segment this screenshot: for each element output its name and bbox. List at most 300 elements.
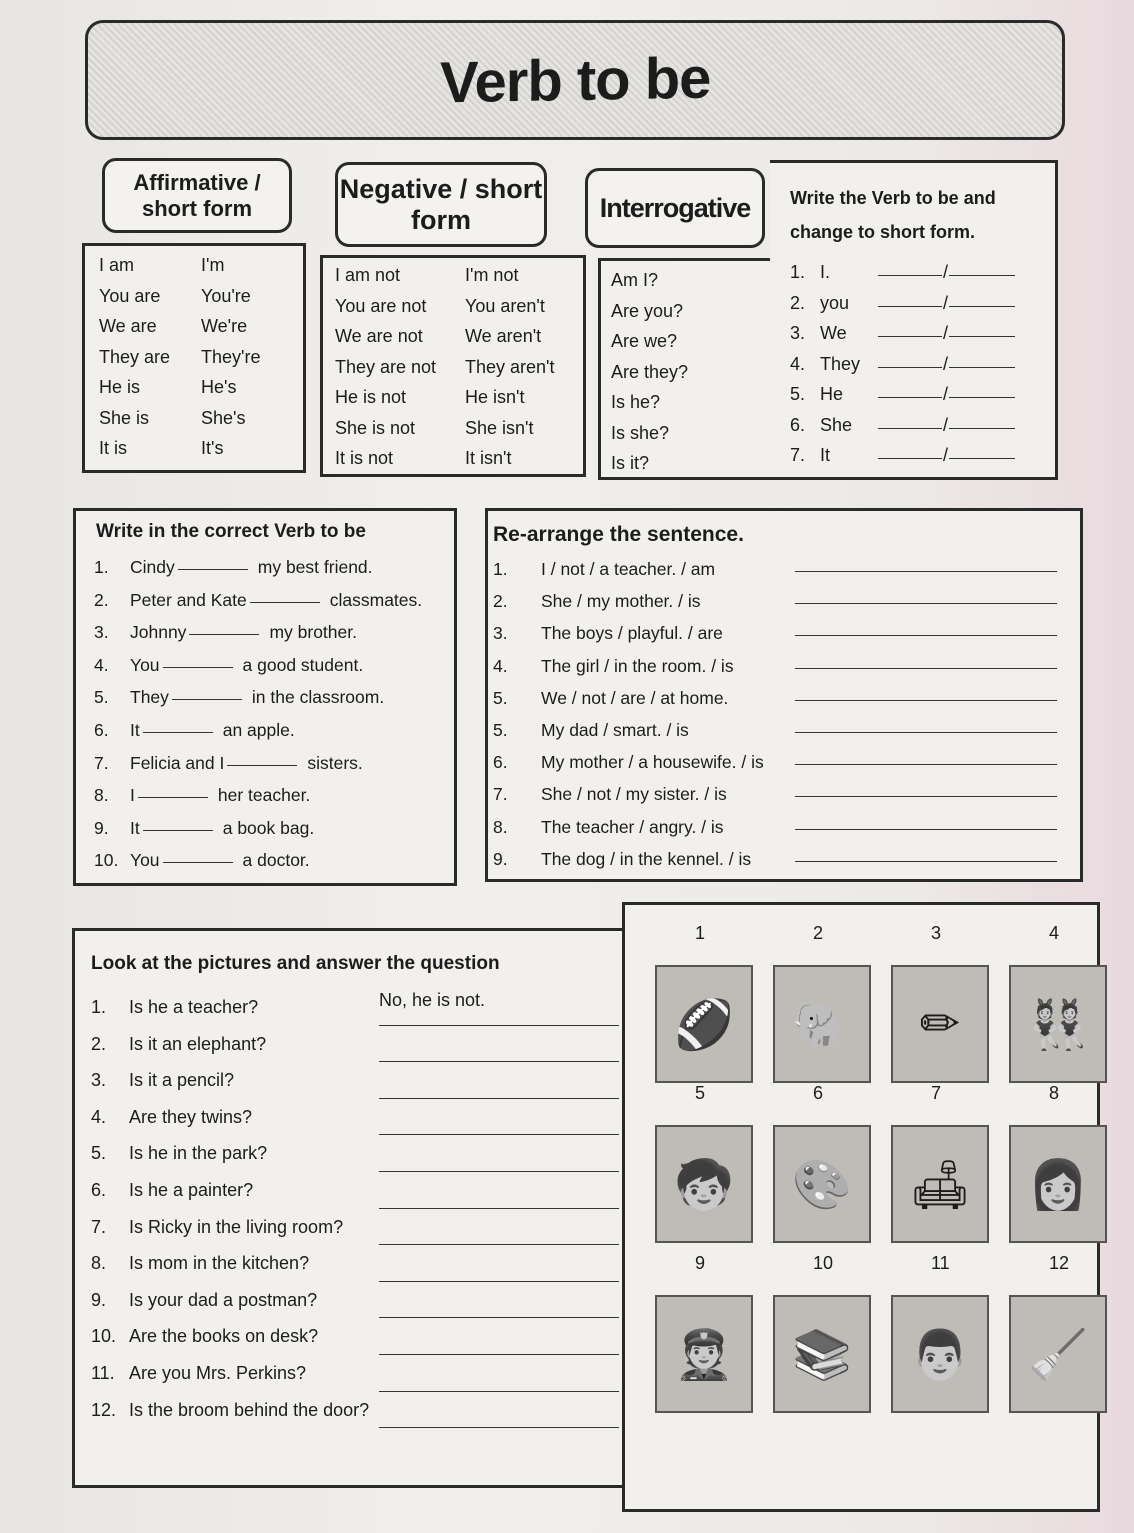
picture-number: 9 xyxy=(695,1253,706,1273)
affirmative-row xyxy=(99,311,260,342)
affirmative-row xyxy=(99,281,260,312)
answer-blank[interactable]: No, he is not. xyxy=(379,989,619,1026)
answer-blank[interactable] xyxy=(795,811,1057,830)
long-form: It is xyxy=(99,438,128,458)
question: Is mom in the kitchen? xyxy=(129,1253,310,1274)
picture-number: 10 xyxy=(813,1253,834,1273)
picture-number: 2 xyxy=(813,923,824,943)
answer-blank[interactable] xyxy=(379,1355,619,1392)
correct-verb-title: Write in the correct Verb to be xyxy=(96,521,366,542)
answer-blank-short[interactable] xyxy=(949,440,1015,459)
answer-blank[interactable] xyxy=(143,714,213,733)
answer-blank[interactable] xyxy=(379,1209,619,1246)
answer-blank[interactable] xyxy=(227,747,297,766)
long-form: She is xyxy=(99,407,150,428)
predicate: in the classroom. xyxy=(251,687,385,708)
short-form: She isn't xyxy=(465,417,534,438)
exercise-item xyxy=(94,779,422,812)
short-form-row xyxy=(790,379,1015,410)
negative-row xyxy=(335,260,554,291)
item-number: 10. xyxy=(91,1326,117,1347)
interrogative-row xyxy=(611,387,688,418)
answer-blank-short[interactable] xyxy=(949,318,1015,337)
item-number: 8. xyxy=(94,785,109,806)
woman-icon: 👩 xyxy=(1028,1156,1088,1213)
twins-icon: 👯 xyxy=(1028,996,1088,1053)
question: Is the broom behind the door? xyxy=(129,1399,370,1420)
answer-blank[interactable] xyxy=(795,746,1057,765)
answer-blank[interactable] xyxy=(795,778,1057,797)
predicate: an apple. xyxy=(222,719,295,740)
item-number: 10. xyxy=(94,850,119,871)
answer-blank-long[interactable] xyxy=(878,440,942,459)
exercise-item xyxy=(493,617,1057,649)
negative-table xyxy=(320,255,586,477)
short-form: We aren't xyxy=(465,326,542,346)
answer-blank[interactable] xyxy=(795,585,1057,604)
short-form: They aren't xyxy=(465,356,555,377)
question: Is it an elephant? xyxy=(129,1033,267,1054)
long-form: We are not xyxy=(335,326,423,346)
question: Is your dad a postman? xyxy=(129,1289,318,1310)
pencil-icon: ✏ xyxy=(919,996,961,1052)
picture-2 xyxy=(773,965,871,1083)
exercise-item xyxy=(94,844,422,877)
short-form-row xyxy=(790,318,1015,349)
exercise-item xyxy=(94,616,422,649)
item-number: 9. xyxy=(94,817,109,838)
item-number: 6. xyxy=(790,414,806,435)
item-number: 5. xyxy=(493,687,508,708)
slash: / xyxy=(943,414,949,435)
exercise-item xyxy=(91,989,619,1026)
exercise-item xyxy=(94,812,422,845)
broom-bucket-icon: 🧹 xyxy=(1028,1326,1088,1383)
picture-5 xyxy=(655,1125,753,1243)
predicate: sisters. xyxy=(307,752,363,773)
picture-6 xyxy=(773,1125,871,1243)
item-number: 5. xyxy=(790,384,806,404)
short-form: They're xyxy=(201,346,261,367)
long-form: They are xyxy=(99,346,171,367)
item-number: 5. xyxy=(493,720,508,741)
answer-blank-long[interactable] xyxy=(878,257,942,276)
item-number: 4. xyxy=(493,655,508,676)
page-title: Verb to be xyxy=(439,45,711,115)
answer-blank[interactable] xyxy=(189,616,259,635)
exercise-item xyxy=(91,1062,619,1099)
answer-blank[interactable] xyxy=(250,584,320,603)
exercise-item xyxy=(91,1282,619,1319)
exercise-item xyxy=(493,682,1057,714)
picture-1 xyxy=(655,965,753,1083)
short-form-row xyxy=(790,440,1015,471)
answer-blank[interactable] xyxy=(379,1245,619,1282)
item-number: 4. xyxy=(790,353,806,374)
short-form-row xyxy=(790,257,1015,288)
subject: Peter and Kate xyxy=(130,589,247,610)
answer-blank-short[interactable] xyxy=(949,379,1015,398)
answer-blank[interactable] xyxy=(795,682,1057,701)
exercise-item xyxy=(91,1172,619,1209)
scrambled-sentence: She / not / my sister. / is xyxy=(541,784,727,805)
exercise-item xyxy=(493,811,1057,843)
long-form: It is not xyxy=(335,448,394,468)
question: Is he a teacher? xyxy=(129,997,259,1017)
short-form: It's xyxy=(201,438,224,458)
subject: It xyxy=(130,817,140,838)
subject: you xyxy=(820,292,850,313)
item-number: 7. xyxy=(94,752,109,773)
subject: It xyxy=(130,719,140,740)
answer-blank-long[interactable] xyxy=(878,318,942,337)
subject: You xyxy=(130,654,160,675)
elephant-icon: 🐘 xyxy=(792,996,852,1053)
picture-number: 4 xyxy=(1049,923,1060,943)
picture-questions-title: Look at the pictures and answer the question xyxy=(91,953,500,974)
answer-blank-short[interactable] xyxy=(949,410,1015,429)
short-form: You're xyxy=(201,285,251,306)
answer-blank[interactable] xyxy=(379,1282,619,1319)
answer-blank[interactable] xyxy=(379,1392,619,1429)
short-form: I'm not xyxy=(465,265,519,285)
exercise-item xyxy=(493,553,1057,585)
subject: I. xyxy=(820,262,831,282)
short-form-row xyxy=(790,288,1015,319)
man-portrait-icon: 👨 xyxy=(910,1326,970,1383)
picture-number: 7 xyxy=(931,1083,942,1103)
item-number: 6. xyxy=(493,752,508,773)
item-number: 8. xyxy=(493,816,508,837)
short-form-row xyxy=(790,410,1015,441)
predicate: classmates. xyxy=(329,589,423,610)
subject: They xyxy=(820,353,861,374)
answer-blank[interactable] xyxy=(379,1172,619,1209)
scrambled-sentence: She / my mother. / is xyxy=(541,591,701,612)
affirmative-row xyxy=(99,250,260,281)
correct-verb-list xyxy=(94,551,422,877)
short-form: He isn't xyxy=(465,387,525,407)
football-player-icon: 🏈 xyxy=(674,996,734,1053)
interrogative-row xyxy=(611,326,688,357)
exercise-item xyxy=(94,551,422,584)
answer-blank-long[interactable] xyxy=(878,410,942,429)
interrogative-row xyxy=(611,448,688,479)
slash: / xyxy=(943,292,949,313)
item-number: 1. xyxy=(94,557,109,577)
item-number: 9. xyxy=(493,848,508,869)
interrogative-row xyxy=(611,296,688,327)
item-number: 5. xyxy=(91,1143,107,1164)
exercise-item xyxy=(493,585,1057,617)
picture-9 xyxy=(655,1295,753,1413)
short-form-instructions: Write the Verb to be and change to short form. xyxy=(790,188,996,242)
predicate: a doctor. xyxy=(242,850,310,871)
item-number: 2. xyxy=(493,591,508,612)
pictures-grid xyxy=(625,905,1099,1511)
question: Is it a pencil? xyxy=(129,1070,235,1091)
negative-row xyxy=(335,413,554,444)
subject: Johnny xyxy=(130,622,187,643)
item-number: 1. xyxy=(91,997,107,1017)
item-number: 12. xyxy=(91,1399,117,1420)
answer-blank-long[interactable] xyxy=(878,379,942,398)
scrambled-sentence: The boys / playful. / are xyxy=(541,623,723,644)
item-number: 3. xyxy=(91,1070,107,1091)
short-form-list xyxy=(790,257,1015,471)
picture-10 xyxy=(773,1295,871,1413)
long-form: We are xyxy=(99,316,157,336)
title-banner xyxy=(85,20,1065,140)
picture-number: 8 xyxy=(1049,1083,1060,1103)
short-form: He's xyxy=(201,377,237,397)
item-number: 7. xyxy=(790,445,806,465)
picture-12 xyxy=(1009,1295,1107,1413)
long-form: She is not xyxy=(335,417,416,438)
answer-blank-short[interactable] xyxy=(949,349,1015,368)
item-number: 9. xyxy=(91,1289,107,1310)
answer-blank[interactable] xyxy=(795,843,1057,862)
short-form-row xyxy=(790,349,1015,380)
affirmative-header-label: Affirmative / short form xyxy=(133,169,261,221)
exercise-item xyxy=(94,681,422,714)
exercise-item xyxy=(91,1392,619,1429)
books-icon: 📚 xyxy=(792,1326,852,1383)
negative-row xyxy=(335,321,554,352)
interrogative-header-label: Interrogative xyxy=(599,192,751,223)
affirmative-row xyxy=(99,403,260,434)
short-form: We're xyxy=(201,316,248,336)
item-number: 3. xyxy=(790,323,806,343)
predicate: her teacher. xyxy=(217,785,311,806)
slash: / xyxy=(943,445,949,465)
exercise-item xyxy=(493,843,1057,875)
affirmative-row xyxy=(99,433,260,464)
answer-blank[interactable] xyxy=(163,649,233,668)
question-form: Is he? xyxy=(611,392,661,412)
correct-verb-exercise xyxy=(73,508,457,886)
answer-blank[interactable] xyxy=(379,1026,619,1063)
affirmative-row xyxy=(99,372,260,403)
item-number: 2. xyxy=(91,1033,107,1054)
item-number: 5. xyxy=(94,687,109,708)
rearrange-list xyxy=(493,553,1057,875)
negative-header xyxy=(335,162,547,247)
subject: Cindy xyxy=(130,557,175,577)
answer-blank[interactable] xyxy=(379,1099,619,1136)
long-form: He is xyxy=(99,377,141,397)
painter-icon: 🎨 xyxy=(792,1156,852,1213)
long-form: He is not xyxy=(335,387,407,407)
predicate: my best friend. xyxy=(257,557,373,577)
interrogative-header xyxy=(585,168,765,248)
negative-list xyxy=(335,260,554,474)
question-form: Are we? xyxy=(611,331,678,351)
scrambled-sentence: The dog / in the kennel. / is xyxy=(541,848,752,869)
predicate: my brother. xyxy=(269,622,357,643)
negative-header-label: Negative / short form xyxy=(339,173,543,235)
slash: / xyxy=(943,353,949,374)
exercise-item xyxy=(91,1318,619,1355)
slash: / xyxy=(943,323,949,343)
question: Is he in the park? xyxy=(129,1143,268,1164)
picture-number: 3 xyxy=(931,923,942,943)
answer-blank[interactable] xyxy=(379,1135,619,1172)
long-form: You are not xyxy=(335,295,427,316)
exercise-item xyxy=(493,746,1057,778)
picture-number: 6 xyxy=(813,1083,824,1103)
long-form: You are xyxy=(99,285,161,306)
negative-row xyxy=(335,443,554,474)
long-form: I am xyxy=(99,255,135,275)
picture-11 xyxy=(891,1295,989,1413)
answer-blank-long[interactable] xyxy=(878,349,942,368)
negative-row xyxy=(335,382,554,413)
exercise-item xyxy=(94,649,422,682)
answer-blank[interactable] xyxy=(379,1062,619,1099)
subject: It xyxy=(820,445,831,465)
question: Are the books on desk? xyxy=(129,1326,319,1347)
exercise-item xyxy=(493,778,1057,810)
living-room-icon: 🛋 xyxy=(909,1156,971,1213)
item-number: 6. xyxy=(91,1179,107,1200)
question: Are they twins? xyxy=(129,1106,253,1127)
answer-blank-short[interactable] xyxy=(949,257,1015,276)
scrambled-sentence: The teacher / angry. / is xyxy=(541,816,724,837)
interrogative-list xyxy=(611,265,688,479)
exercise-item xyxy=(94,714,422,747)
answer-blank[interactable] xyxy=(178,551,248,570)
interrogative-row xyxy=(611,357,688,388)
question-form: Am I? xyxy=(611,270,659,290)
item-number: 2. xyxy=(94,589,109,610)
picture-number: 11 xyxy=(931,1253,950,1273)
subject: They xyxy=(130,687,169,708)
long-form: They are not xyxy=(335,356,437,377)
exercise-item xyxy=(493,714,1057,746)
scrambled-sentence: I / not / a teacher. / am xyxy=(541,559,716,579)
exercise-item xyxy=(493,650,1057,682)
slash: / xyxy=(943,384,949,404)
scrambled-sentence: We / not / are / at home. xyxy=(541,687,729,708)
answer-blank[interactable] xyxy=(138,779,208,798)
exercise-item xyxy=(91,1209,619,1246)
answer-blank-long[interactable] xyxy=(878,288,942,307)
item-number: 7. xyxy=(493,784,508,805)
answer-blank-short[interactable] xyxy=(949,288,1015,307)
affirmative-header xyxy=(102,158,292,233)
item-number: 1. xyxy=(493,559,508,579)
item-number: 3. xyxy=(94,622,109,643)
scrambled-sentence: My mother / a housewife. / is xyxy=(541,752,764,773)
subject: He xyxy=(820,384,844,404)
pictures-panel xyxy=(622,902,1100,1512)
picture-number: 5 xyxy=(695,1083,706,1103)
exercise-item xyxy=(91,1355,619,1392)
item-number: 3. xyxy=(493,623,508,644)
rearrange-exercise xyxy=(485,508,1083,882)
affirmative-table xyxy=(82,243,306,473)
answer-blank[interactable] xyxy=(379,1318,619,1355)
interrogative-table xyxy=(598,258,778,480)
answer-blank[interactable] xyxy=(172,681,242,700)
picture-questions-exercise xyxy=(72,928,640,1488)
subject: I xyxy=(130,785,135,806)
item-number: 11. xyxy=(91,1362,115,1383)
subject: We xyxy=(820,323,847,343)
predicate: a good student. xyxy=(242,654,364,675)
item-number: 4. xyxy=(94,654,109,675)
picture-4 xyxy=(1009,965,1107,1083)
item-number: 8. xyxy=(91,1253,107,1274)
scrambled-sentence: The girl / in the room. / is xyxy=(541,655,734,676)
affirmative-row xyxy=(99,342,260,373)
classroom-boy-icon: 🧒 xyxy=(674,1156,734,1213)
picture-7 xyxy=(891,1125,989,1243)
rearrange-title: Re-arrange the sentence. xyxy=(493,523,744,546)
interrogative-row xyxy=(611,418,688,449)
item-number: 2. xyxy=(790,292,806,313)
long-form: I am not xyxy=(335,265,401,285)
exercise-item xyxy=(94,584,422,617)
answer-blank[interactable] xyxy=(795,617,1057,636)
exercise-item xyxy=(91,1245,619,1282)
subject: Felicia and I xyxy=(130,752,225,773)
answer-blank[interactable] xyxy=(795,553,1057,572)
exercise-item xyxy=(91,1099,619,1136)
question: Is Ricky in the living room? xyxy=(129,1216,344,1237)
question: Is he a painter? xyxy=(129,1179,254,1200)
affirmative-list xyxy=(99,250,260,464)
picture-number: 1 xyxy=(695,923,706,943)
interrogative-row xyxy=(611,265,688,296)
negative-row xyxy=(335,352,554,383)
item-number: 1. xyxy=(790,262,806,282)
predicate: a book bag. xyxy=(222,817,315,838)
slash: / xyxy=(943,262,949,282)
picture-3 xyxy=(891,965,989,1083)
answer-blank[interactable] xyxy=(795,650,1057,669)
answer-blank[interactable] xyxy=(163,844,233,863)
item-number: 6. xyxy=(94,719,109,740)
picture-8 xyxy=(1009,1125,1107,1243)
question: Are you Mrs. Perkins? xyxy=(129,1362,307,1383)
exercise-item xyxy=(91,1135,619,1172)
picture-number: 12 xyxy=(1049,1253,1070,1273)
negative-row xyxy=(335,291,554,322)
picture-questions-list xyxy=(91,989,619,1428)
short-form: You aren't xyxy=(465,295,545,316)
exercise-item xyxy=(91,1026,619,1063)
question-form: Is it? xyxy=(611,453,650,473)
short-form: It isn't xyxy=(465,448,512,468)
police-officer-icon: 👮 xyxy=(674,1326,734,1383)
item-number: 7. xyxy=(91,1216,107,1237)
answer-blank[interactable] xyxy=(795,714,1057,733)
short-form: She's xyxy=(201,407,246,428)
scrambled-sentence: My dad / smart. / is xyxy=(541,720,689,741)
short-form-exercise xyxy=(770,160,1058,480)
item-number: 4. xyxy=(91,1106,107,1127)
question-form: Is she? xyxy=(611,422,670,443)
subject: She xyxy=(820,414,853,435)
question-form: Are you? xyxy=(611,300,684,321)
question-form: Are they? xyxy=(611,361,689,382)
exercise-item xyxy=(94,747,422,780)
short-form: I'm xyxy=(201,255,225,275)
answer-blank[interactable] xyxy=(143,812,213,831)
subject: You xyxy=(130,850,160,871)
